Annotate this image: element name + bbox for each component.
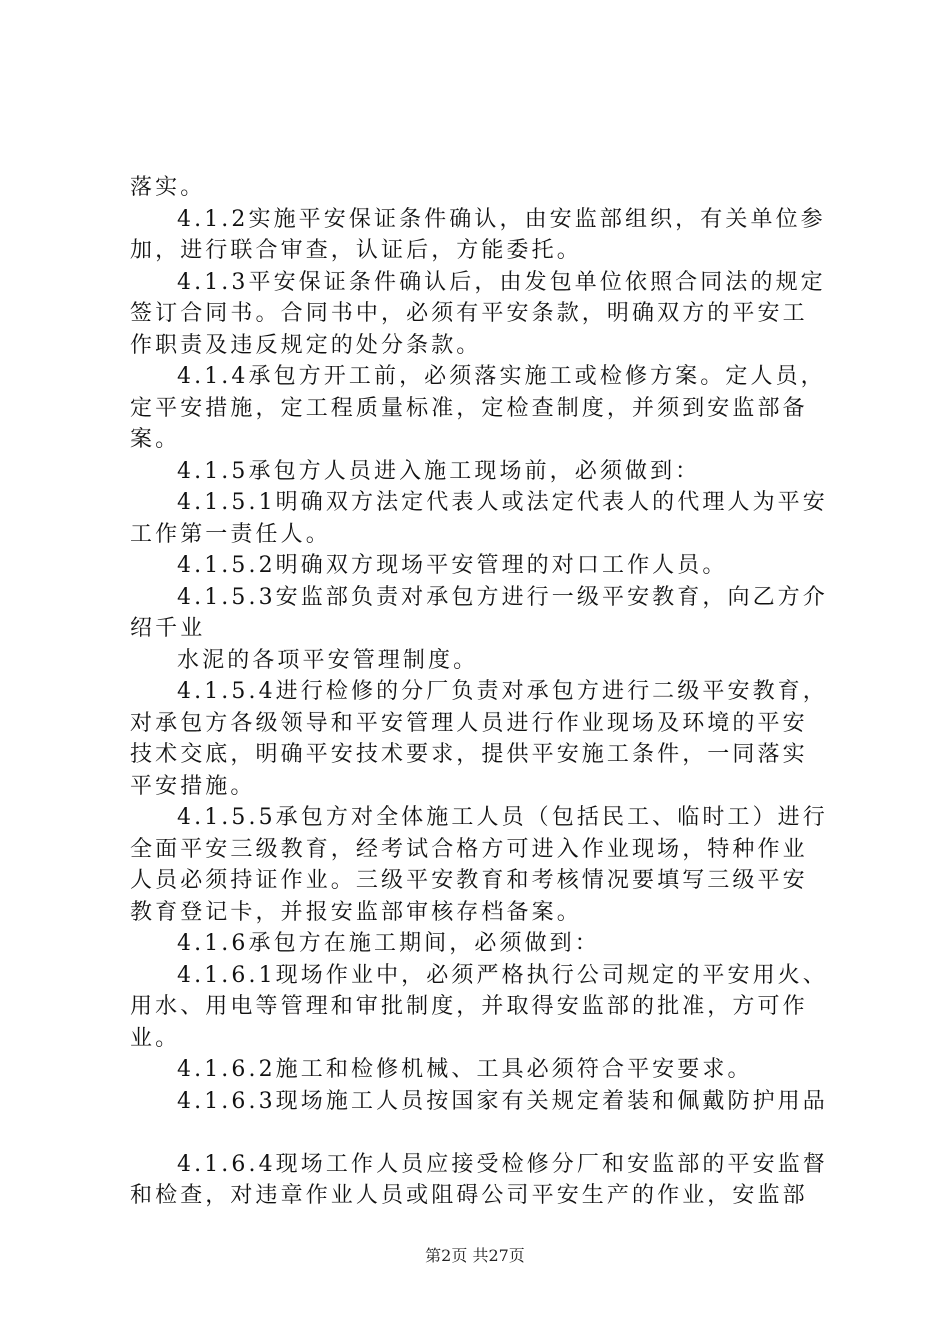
text-line: 定平安措施，定工程质量标准，定检查制度，并须到安监部备 (130, 395, 808, 421)
document-body (130, 172, 830, 1212)
text-line: 案。 (130, 427, 181, 452)
text-line: 4.1.5承包方人员进入施工现场前，必须做到： (177, 458, 701, 484)
text-line: 作职责及违反规定的处分条款。 (130, 332, 482, 358)
text-line: 签订合同书。合同书中，必须有平安条款，明确双方的平安工 (130, 301, 808, 326)
text-line: 对承包方各级领导和平安管理人员进行作业现场及环境的平安 (130, 710, 808, 736)
text-line: 教育登记卡，并报安监部审核存档备案。 (130, 899, 582, 925)
text-line: 4.1.2实施平安保证条件确认，由安监部组织，有关单位参 (177, 206, 826, 232)
text-line: 4.1.6.3现场施工人员按国家有关规定着装和佩戴防护用品 (177, 1088, 828, 1114)
text-line: 业。 (130, 1025, 181, 1051)
text-line: 绍千业 (130, 616, 206, 641)
text-line: 4.1.6承包方在施工期间，必须做到： (177, 931, 600, 956)
text-line: 4.1.3平安保证条件确认后，由发包单位依照合同法的规定 (177, 269, 826, 295)
text-line: 技术交底，明确平安技术要求，提供平安施工条件，一同落实 (130, 742, 808, 767)
text-line: 加，进行联合审查，认证后，方能委托。 (130, 238, 582, 263)
text-line: 4.1.6.2施工和检修机械、工具必须符合平安要求。 (177, 1057, 753, 1082)
text-line: 水泥的各项平安管理制度。 (177, 647, 479, 673)
text-line: 4.1.6.1现场作业中，必须严格执行公司规定的平安用火、 (177, 962, 828, 988)
text-line: 4.1.5.2明确双方现场平安管理的对口工作人员。 (177, 553, 728, 578)
text-line: 4.1.5.3安监部负责对承包方进行一级平安教育，向乙方介 (177, 584, 828, 610)
text-line: 人员必须持证作业。三级平安教育和考核情况要填写三级平安 (130, 868, 808, 893)
text-line (130, 1117, 830, 1149)
text-line: 工作第一责任人。 (130, 521, 331, 547)
text-line: 落实。 (130, 175, 206, 200)
text-line: 平安措施。 (130, 773, 256, 799)
text-line: 4.1.4承包方开工前，必须落实施工或检修方案。定人员， (177, 364, 826, 389)
page-footer: 第2页 共27页 (425, 1246, 525, 1265)
text-line: 4.1.5.1明确双方法定代表人或法定代表人的代理人为平安 (177, 490, 828, 515)
text-line: 4.1.6.4现场工作人员应接受检修分厂和安监部的平安监督 (177, 1151, 828, 1177)
text-line: 全面平安三级教育，经考试合格方可进入作业现场，特种作业 (130, 836, 808, 862)
text-line: 用水、用电等管理和审批制度，并取得安监部的批准，方可作 (130, 994, 808, 1019)
text-line: 4.1.5.5承包方对全体施工人员（包括民工、临时工）进行 (177, 805, 828, 830)
text-line: 4.1.5.4进行检修的分厂负责对承包方进行二级平安教育， (177, 679, 828, 704)
text-line: 和检查，对违章作业人员或阻碍公司平安生产的作业，安监部 (130, 1183, 808, 1208)
